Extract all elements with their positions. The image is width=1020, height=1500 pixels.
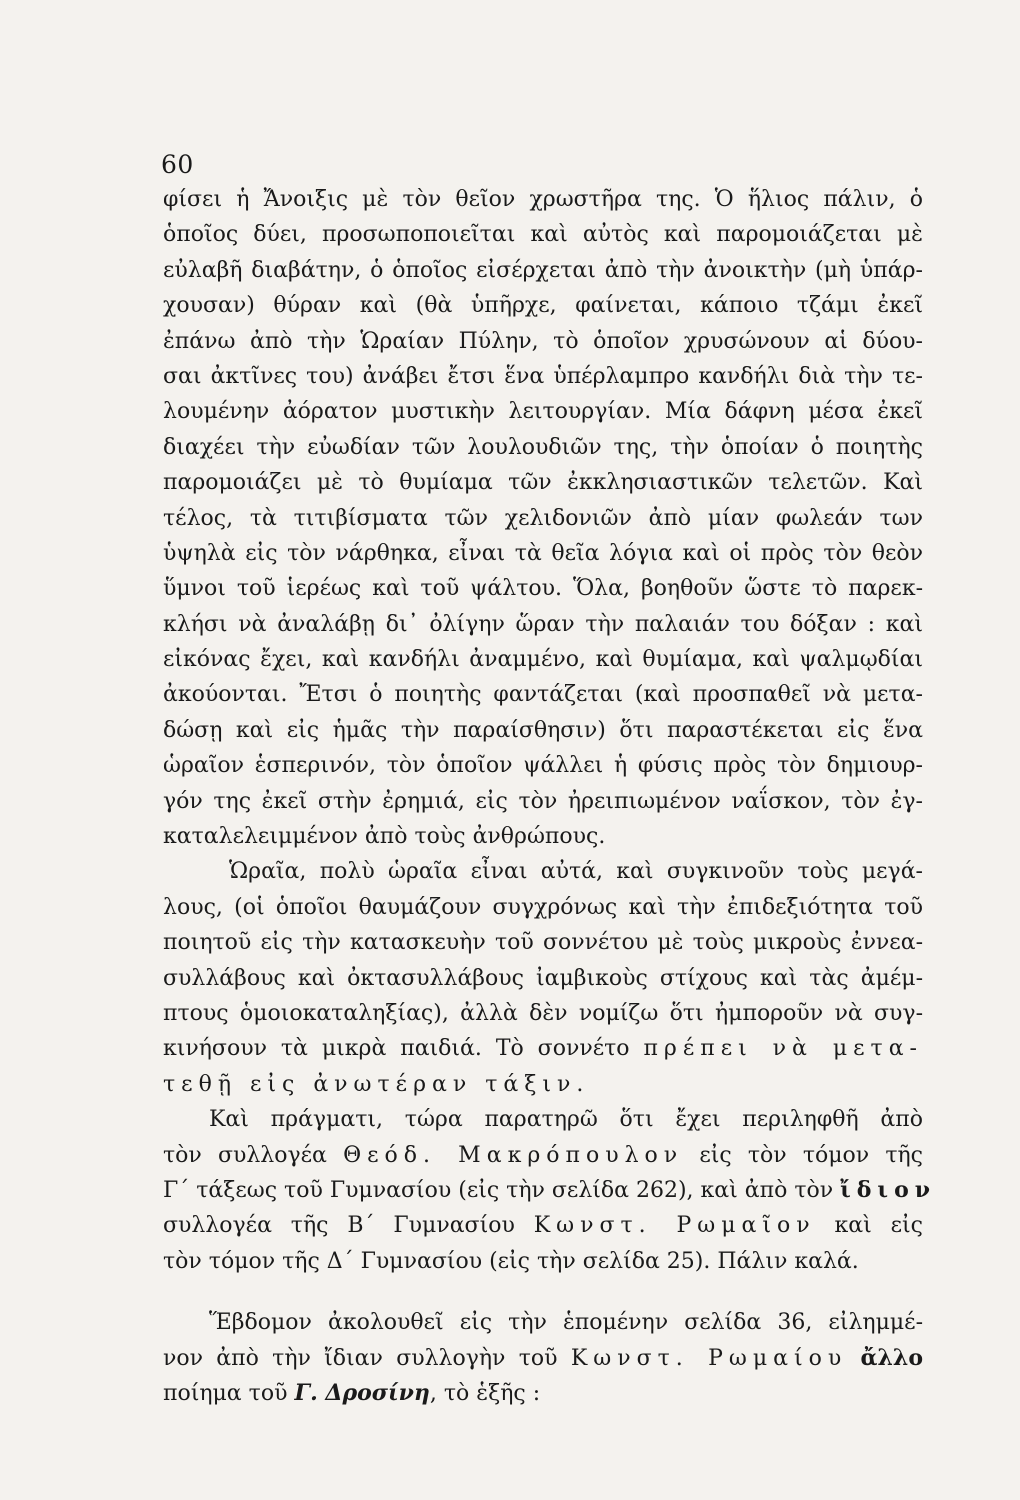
text-line [163,1208,923,1243]
text-line: ὡραῖον ἑσπερινόν, τὸν ὁποῖον ψάλλει ἡ φύσις πρὸς τὸν δημιουρ- [163,753,923,779]
text-line: λουμένην ἀόρατον μυστικὴν λειτουργίαν. Μία δάφνη μέσα ἐκεῖ [163,399,923,425]
text-segment: ποίημα τοῦ [163,1380,288,1406]
author-name: Γ. Δροσίνη [294,1379,430,1406]
text-segment: Γ΄ τάξεως τοῦ Γυμνασίου (εἰς τὴν σελίδα 262), καὶ ἀπὸ τὸν [163,1177,834,1203]
text-line: κλήσι νὰ ἀναλάβῃ δι᾿ ὀλίγην ὥραν τὴν παλαιάν του δόξαν : καὶ [163,611,923,637]
text-segment: νον ἀπὸ τὴν ἴδιαν συλλογὴν τοῦ [163,1345,558,1371]
text-segment: εἰς τὸν τόμον τῆς [699,1142,923,1168]
text-segment: κινήσουν τὰ μικρὰ παιδιά. Τὸ σοννέτο [163,1036,630,1062]
text-line: ἐπάνω ἀπὸ τὴν Ὡραίαν Πύλην, τὸ ὁποῖον χρυσώνουν αἱ δύου- [163,328,923,354]
text-line: Ὡραῖα, πολὺ ὡραῖα εἶναι αὐτά, καὶ συγκινοῦν τοὺς μεγά- [229,859,923,885]
text-line: συλλάβους καὶ ὀκτασυλλάβους ἰαμβικοὺς στίχους καὶ τὰς ἀμέμ- [163,965,923,991]
text-line: ὁποῖος δύει, προσωποποιεῖται καὶ αὐτὸς καὶ παρομοιάζεται μὲ [163,222,923,248]
text-line: εὐλαβῆ διαβάτην, ὁ ὁποῖος εἰσέρχεται ἀπὸ τὴν ἀνοικτὴν (μὴ ὑπάρ- [163,257,923,283]
text-line [163,1341,923,1376]
text-line: τέλος, τὰ τιτιβίσματα τῶν χελιδονιῶν ἀπὸ μίαν φωλεάν των [163,505,923,531]
spaced-emphasis-line: τεθῇ εἰς ἀνωτέραν τάξιν. [163,1071,590,1097]
text-segment: ἄλλο [860,1344,923,1371]
text-line [163,1376,923,1411]
text-segment: καὶ εἰς [834,1213,923,1239]
editor-name: Κωνστ. Ρωμαίου [570,1345,848,1371]
text-line: σαι ἀκτῖνες του) ἀνάβει ἔτσι ἕνα ὑπέρλαμπρο κανδήλι διὰ τὴν τε- [163,363,923,389]
text-segment: , τὸ ἑξῆς : [429,1380,541,1406]
text-line: φίσει ἡ Ἄνοιξις μὲ τὸν θεῖον χρωστῆρα της. Ὁ ἥλιος πάλιν, ὁ [163,187,923,212]
text-line: ὑψηλὰ εἰς τὸν νάρθηκα, εἶναι τὰ θεῖα λόγια καὶ οἱ πρὸς τὸν θεὸν [163,540,923,566]
editor-name: Κωνστ. Ρωμαῖον [533,1213,816,1239]
text-segment: τὸν συλλογέα [163,1142,327,1168]
text-line: Καὶ πράγματι, τώρα παρατηρῶ ὅτι ἔχει περιληφθῆ ἀπὸ [209,1107,923,1133]
spaced-emphasis: ἴδιον [840,1176,937,1203]
text-line: Ἕβδομον ἀκολουθεῖ εἰς τὴν ἑπομένην σελίδα 36, εἰλημμέ- [209,1310,923,1336]
text-line: τὸν τόμον τῆς Δ΄ Γυμνασίου (εἰς τὴν σελίδα 25). Πάλιν καλά. [163,1248,859,1274]
text-line: διαχέει τὴν εὐωδίαν τῶν λουλουδιῶν της, τὴν ὁποίαν ὁ ποιητὴς [163,434,923,460]
text-line: ὕμνοι τοῦ ἱερέως καὶ τοῦ ψάλτου. Ὅλα, βοηθοῦν ὥστε τὸ παρεκ- [163,576,923,602]
body-text [163,182,937,1411]
text-segment: συλλογέα τῆς Β΄ Γυμνασίου [163,1213,515,1239]
paragraph-gap [163,1279,923,1305]
spaced-emphasis: πρέπει νὰ μετα- [643,1036,923,1062]
text-line: ἀκούονται. Ἔτσι ὁ ποιητὴς φαντάζεται (καὶ προσπαθεῖ νὰ μετα- [163,682,923,708]
text-line: χουσαν) θύραν καὶ (θὰ ὑπῆρχε, φαίνεται, κάποιο τζάμι ἐκεῖ [163,293,923,319]
text-line: δώσῃ καὶ εἰς ἡμᾶς τὴν παραίσθησιν) ὅτι παραστέκεται εἰς ἕνα [163,717,923,743]
text-line: καταλελειμμένον ἀπὸ τοὺς ἀνθρώπους. [163,824,606,850]
editor-name: Θεόδ. Μακρόπουλον [343,1142,684,1168]
text-line: πτους ὁμοιοκαταληξίας), ἀλλὰ δὲν νομίζω ὅτι ἠμποροῦν νὰ συγ- [163,1000,923,1026]
text-line: παρομοιάζει μὲ τὸ θυμίαμα τῶν ἐκκλησιαστικῶν τελετῶν. Καὶ [163,470,923,496]
text-line: λους, (οἱ ὁποῖοι θαυμάζουν συγχρόνως καὶ τὴν ἐπιδεξιότητα τοῦ [163,894,923,920]
page-number: 60 [161,150,194,179]
text-line [163,1173,937,1208]
text-line: ποιητοῦ εἰς τὴν κατασκευὴν τοῦ σοννέτου μὲ τοὺς μικροὺς ἐννεα- [163,930,923,956]
text-line [163,1031,923,1066]
text-line: γόν της ἐκεῖ στὴν ἐρημιά, εἰς τὸν ἠρειπιωμένον ναΐσκον, τὸν ἐγ- [163,788,923,814]
text-line [163,1138,923,1173]
text-line: εἰκόνας ἔχει, καὶ κανδήλι ἀναμμένο, καὶ θυμίαμα, καὶ ψαλμῳδίαι [163,647,923,673]
